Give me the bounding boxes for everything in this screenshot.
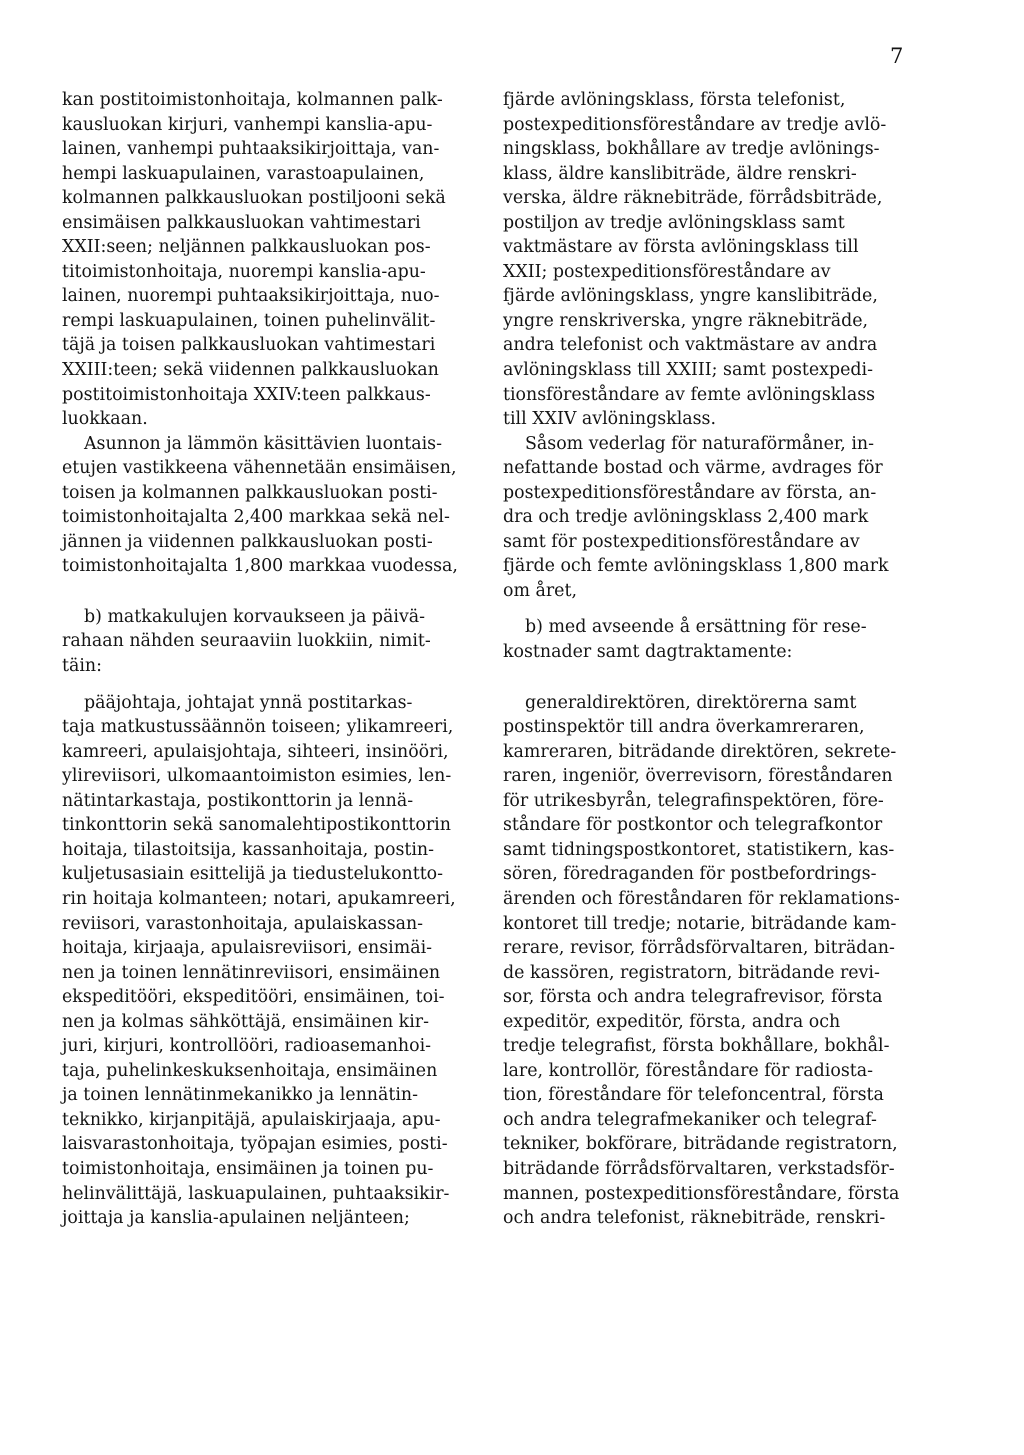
- text-line: om året,: [503, 580, 577, 601]
- text-line: tinkonttorin sekä sanomalehtipostikonttorin: [62, 815, 451, 836]
- text-line: laisvarastonhoitaja, työpajan esimies, posti-: [62, 1134, 448, 1155]
- text-line: kolmannen palkkausluokan postiljooni sekä: [62, 188, 446, 209]
- text-line: rin hoitaja kolmanteen; notari, apukamreeri,: [62, 888, 456, 909]
- text-line: dra och tredje avlöningsklass 2,400 mark: [503, 507, 869, 528]
- text-line: mannen, postexpeditionsföreståndare, första: [503, 1183, 900, 1204]
- text-line: lainen, vanhempi puhtaaksikirjoittaja, van-: [62, 139, 440, 160]
- text-line: vaktmästare av första avlöningsklass till: [503, 237, 859, 258]
- paragraph-gap: [62, 579, 477, 605]
- text-line: nefattande bostad och värme, avdrages för: [503, 458, 883, 479]
- text-line: täjä ja toisen palkkausluokan vahtimestari: [62, 335, 436, 356]
- text-line: etujen vastikkeena vähennetään ensimäisen,: [62, 458, 457, 479]
- text-line: postitoimistonhoitaja XXIV:teen palkkaus-: [62, 384, 431, 405]
- paragraph-gap: [503, 665, 918, 691]
- paragraph-gap: [503, 603, 918, 615]
- text-line: lare, kontrollör, föreståndare för radiosta-: [503, 1060, 874, 1081]
- text-line: kausluokan kirjuri, vanhempi kanslia-apu-: [62, 114, 433, 135]
- text-line: postexpeditionsföreståndare av första, an-: [503, 482, 877, 503]
- text-line: Asunnon ja lämmön käsittävien luontais-: [84, 433, 442, 454]
- text-line: Såsom vederlag för naturaförmåner, in-: [525, 433, 874, 454]
- text-line: hoitaja, kirjaaja, apulaisreviisori, ensimäi-: [62, 938, 433, 959]
- text-line: fjärde avlöningsklass, första telefonist,: [503, 90, 846, 110]
- text-line: taja, puhelinkeskuksenhoitaja, ensimäinen: [62, 1060, 438, 1081]
- text-line: fjärde och femte avlöningsklass 1,800 mark: [503, 556, 889, 577]
- text-line: kamreeri, apulaisjohtaja, sihteeri, insinööri,: [62, 741, 449, 762]
- text-line: XXIII:teen; sekä viidennen palkkausluokan: [62, 360, 439, 381]
- text-line: ja toinen lennätinmekanikko ja lennätin-: [62, 1085, 418, 1106]
- text-line: kostnader samt dagtraktamente:: [503, 642, 793, 663]
- text-line: toimistonhoitaja, ensimäinen ja toinen pu-: [62, 1158, 434, 1179]
- text-line: kuljetusasiain esittelijä ja tiedustelukontto-: [62, 864, 444, 885]
- text-line: postexpeditionsföreståndare av tredje avlö-: [503, 114, 887, 135]
- text-line: toimistonhoitajalta 1,800 markkaa vuodessa,: [62, 556, 458, 577]
- text-line: luokkaan.: [62, 409, 148, 430]
- text-line: hoitaja, tilastoitsija, kassanhoitaja, postin-: [62, 839, 435, 860]
- text-line: teknikko, kirjanpitäjä, apulaiskirjaaja, apu-: [62, 1109, 441, 1130]
- text-line: och andra telefonist, räknebiträde, renskri-: [503, 1208, 886, 1229]
- text-line: rempi laskuapulainen, toinen puhelinvälit-: [62, 310, 436, 331]
- text-line: till XXIV avlöningsklass.: [503, 409, 717, 430]
- text-line: ärenden och föreståndaren för reklamations-: [503, 888, 900, 909]
- text-line: pääjohtaja, johtajat ynnä postitarkas-: [84, 692, 413, 713]
- text-line: raren, ingeniör, överrevisorn, föreståndaren: [503, 766, 893, 787]
- text-line: joittaja ja kanslia-apulainen neljänteen;: [62, 1208, 410, 1229]
- text-line: reviisori, varastonhoitaja, apulaiskassan-: [62, 913, 424, 934]
- text-line: verska, äldre räknebiträde, förrådsbiträde,: [503, 188, 883, 209]
- text-line: b) med avseende å ersättning för rese-: [525, 617, 867, 638]
- text-line: ståndare för postkontor och telegrafkontor: [503, 815, 883, 836]
- text-line: generaldirektören, direktörerna samt: [525, 692, 857, 713]
- text-line: samt tidningspostkontoret, statistikern, kas-: [503, 839, 895, 860]
- text-line: expeditör, expeditör, första, andra och: [503, 1011, 841, 1032]
- text-line: avlöningsklass till XXIII; samt postexpedi-: [503, 360, 873, 381]
- text-line: juri, kirjuri, kontrollööri, radioasemanhoi-: [62, 1036, 432, 1057]
- text-line: b) matkakulujen korvaukseen ja päivä-: [84, 606, 426, 627]
- text-line: andra telefonist och vaktmästare av andra: [503, 335, 878, 356]
- text-line: XXII; postexpeditionsföreståndare av: [503, 261, 831, 282]
- text-line: helinvälittäjä, laskuapulainen, puhtaaksikir-: [62, 1183, 450, 1204]
- text-line: tredje telegrafist, första bokhållare, bokhål-: [503, 1036, 890, 1057]
- text-line: biträdande förrådsförvaltaren, verkstadsför-: [503, 1158, 895, 1179]
- text-line: titoimistonhoitaja, nuorempi kanslia-apu-: [62, 261, 426, 282]
- text-line: nen ja toinen lennätinreviisori, ensimäinen: [62, 962, 441, 983]
- left-column: [62, 88, 477, 1231]
- text-line: och andra telegrafmekaniker och telegraf-: [503, 1109, 877, 1130]
- text-line: XXII:seen; neljännen palkkausluokan pos-: [62, 237, 431, 258]
- text-line: tionsföreståndare av femte avlöningsklass: [503, 384, 876, 405]
- paragraph-gap: [62, 679, 477, 691]
- text-line: tion, föreståndare för telefoncentral, första: [503, 1085, 884, 1106]
- text-line: tekniker, bokförare, biträdande registratorn,: [503, 1134, 898, 1155]
- text-line: nen ja kolmas sähköttäjä, ensimäinen kir-: [62, 1011, 429, 1032]
- text-line: sor, första och andra telegrafrevisor, första: [503, 987, 883, 1008]
- text-line: kontoret till tredje; notarie, biträdande kam-: [503, 913, 897, 934]
- right-column: [503, 88, 918, 1231]
- text-line: toisen ja kolmannen palkkausluokan posti-: [62, 482, 438, 503]
- text-line: lainen, nuorempi puhtaaksikirjoittaja, nuo-: [62, 286, 440, 307]
- text-line: för utrikesbyrån, telegrafinspektören, före-: [503, 790, 884, 811]
- text-line: täin:: [62, 656, 102, 677]
- text-line: samt för postexpeditionsföreståndare av: [503, 531, 860, 552]
- text-line: taja matkustussäännön toiseen; ylikamreeri,: [62, 717, 454, 738]
- text-line: toimistonhoitajalta 2,400 markkaa sekä nel-: [62, 507, 450, 528]
- text-line: nätintarkastaja, postikonttorin ja lennä-: [62, 790, 414, 811]
- text-line: ylireviisori, ulkomaantoimiston esimies, len-: [62, 766, 452, 787]
- text-line: ensimäisen palkkausluokan vahtimestari: [62, 212, 421, 233]
- text-line: ningsklass, bokhållare av tredje avlönings-: [503, 139, 880, 160]
- text-line: sören, föredraganden för postbefordrings-: [503, 864, 877, 885]
- text-line: rerare, revisor, förrådsförvaltaren, biträdan-: [503, 938, 895, 959]
- text-line: postinspektör till andra överkamreraren,: [503, 717, 865, 738]
- text-line: ekspeditööri, ekspeditööri, ensimäinen, toi-: [62, 987, 445, 1008]
- text-line: jännen ja viidennen palkkausluokan posti-: [62, 531, 433, 552]
- text-line: de kassören, registratorn, biträdande revi-: [503, 962, 880, 983]
- text-line: hempi laskuapulainen, varastoapulainen,: [62, 163, 425, 184]
- text-line: rahaan nähden seuraaviin luokkiin, nimit-: [62, 631, 431, 652]
- page-number: 7: [890, 44, 904, 68]
- text-line: kan postitoimistonhoitaja, kolmannen palk-: [62, 90, 443, 110]
- text-line: kamreraren, biträdande direktören, sekrete-: [503, 741, 897, 762]
- text-line: postiljon av tredje avlöningsklass samt: [503, 212, 845, 233]
- text-line: klass, äldre kanslibiträde, äldre renskri-: [503, 163, 857, 184]
- text-line: fjärde avlöningsklass, yngre kanslibiträde,: [503, 286, 878, 307]
- text-line: yngre renskriverska, yngre räknebiträde,: [503, 310, 869, 331]
